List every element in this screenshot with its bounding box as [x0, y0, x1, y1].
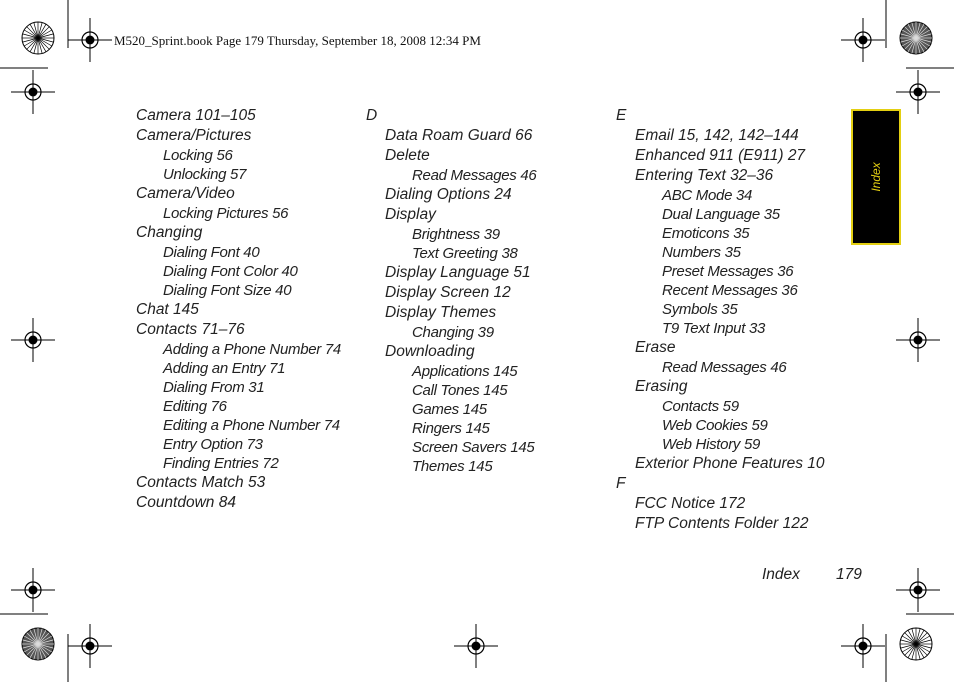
index-letter-heading: D: [366, 107, 378, 124]
page-header: M520_Sprint.book Page 179 Thursday, September 18, 2008 12:34 PM: [114, 33, 481, 48]
index-subentry: Read Messages 46: [662, 359, 787, 376]
index-subentry: ABC Mode 34: [662, 187, 753, 204]
registration-mark-icon: [454, 624, 498, 668]
index-entry: Erasing: [635, 378, 688, 395]
index-entry: Display: [385, 206, 436, 223]
index-entry: Contacts 71–76: [136, 321, 245, 338]
index-subentry: Games 145: [412, 401, 487, 418]
index-entry: Enhanced 911 (E911) 27: [635, 147, 806, 164]
section-tab-label: Index: [869, 162, 883, 192]
registration-mark-icon: [896, 70, 940, 114]
index-subentry: Editing a Phone Number 74: [163, 417, 340, 434]
registration-mark-icon: [11, 318, 55, 362]
index-entry: Downloading: [385, 343, 475, 360]
index-entry: Email 15, 142, 142–144: [635, 127, 799, 144]
registration-mark-icon: [896, 318, 940, 362]
index-entry: Erase: [635, 339, 676, 356]
index-letter-heading: E: [616, 107, 627, 124]
registration-mark-icon: [68, 624, 112, 668]
registration-mark-icon: [68, 18, 112, 62]
index-subentry: Finding Entries 72: [163, 455, 279, 472]
index-subentry: Dialing Font 40: [163, 244, 260, 261]
index-subentry: Call Tones 145: [412, 382, 508, 399]
index-subentry: Recent Messages 36: [662, 282, 798, 299]
index-subentry: Changing 39: [412, 324, 494, 341]
index-entry: Delete: [385, 147, 430, 164]
index-entry: Entering Text 32–36: [635, 167, 774, 184]
index-entry: Contacts Match 53: [136, 474, 266, 491]
index-subentry: Web Cookies 59: [662, 417, 768, 434]
registration-mark-icon: [11, 568, 55, 612]
index-subentry: Ringers 145: [412, 420, 490, 437]
index-entry: Display Screen 12: [385, 284, 511, 301]
index-subentry: Locking 56: [163, 147, 233, 164]
index-subentry: Dialing Font Size 40: [163, 282, 292, 299]
index-subentry: Locking Pictures 56: [163, 205, 289, 222]
index-subentry: Screen Savers 145: [412, 439, 535, 456]
index-subentry: Read Messages 46: [412, 167, 537, 184]
registration-mark-icon: [841, 18, 885, 62]
index-entry: Display Language 51: [385, 264, 531, 281]
index-subentry: Contacts 59: [662, 398, 739, 415]
index-entry: Exterior Phone Features 10: [635, 455, 825, 472]
index-letter-heading: F: [616, 475, 626, 492]
index-entry: Chat 145: [136, 301, 199, 318]
registration-mark-icon: [11, 70, 55, 114]
color-target-icon: [900, 628, 932, 660]
index-entry: Camera 101–105: [136, 107, 256, 124]
index-entry: Data Roam Guard 66: [385, 127, 533, 144]
index-entry: Dialing Options 24: [385, 186, 512, 203]
index-subentry: Dialing From 31: [163, 379, 265, 396]
index-subentry: Dual Language 35: [662, 206, 780, 223]
index-subentry: Adding an Entry 71: [163, 360, 286, 377]
index-subentry: Unlocking 57: [163, 166, 247, 183]
index-entry: Changing: [136, 224, 203, 241]
index-subentry: Text Greeting 38: [412, 245, 518, 262]
registration-mark-icon: [896, 568, 940, 612]
index-subentry: Preset Messages 36: [662, 263, 794, 280]
index-subentry: Web History 59: [662, 436, 761, 453]
index-subentry: T9 Text Input 33: [662, 320, 766, 337]
page-number: 179: [836, 566, 862, 583]
index-entry: FCC Notice 172: [635, 495, 746, 512]
index-entry: Camera/Pictures: [136, 127, 252, 144]
color-target-icon: [22, 628, 54, 660]
index-subentry: Applications 145: [412, 363, 518, 380]
index-entry: Countdown 84: [136, 494, 236, 511]
index-entry: FTP Contents Folder 122: [635, 515, 809, 532]
color-target-icon: [900, 22, 932, 54]
index-subentry: Symbols 35: [662, 301, 738, 318]
index-entry: Display Themes: [385, 304, 497, 321]
index-subentry: Entry Option 73: [163, 436, 263, 453]
color-target-icon: [22, 22, 54, 54]
index-subentry: Numbers 35: [662, 244, 741, 261]
index-entry: Camera/Video: [136, 185, 235, 202]
index-subentry: Adding a Phone Number 74: [163, 341, 341, 358]
registration-mark-icon: [841, 624, 885, 668]
index-subentry: Editing 76: [163, 398, 227, 415]
index-subentry: Themes 145: [412, 458, 493, 475]
footer-section-label: Index: [762, 566, 800, 583]
index-subentry: Dialing Font Color 40: [163, 263, 298, 280]
index-subentry: Emoticons 35: [662, 225, 750, 242]
index-subentry: Brightness 39: [412, 226, 500, 243]
